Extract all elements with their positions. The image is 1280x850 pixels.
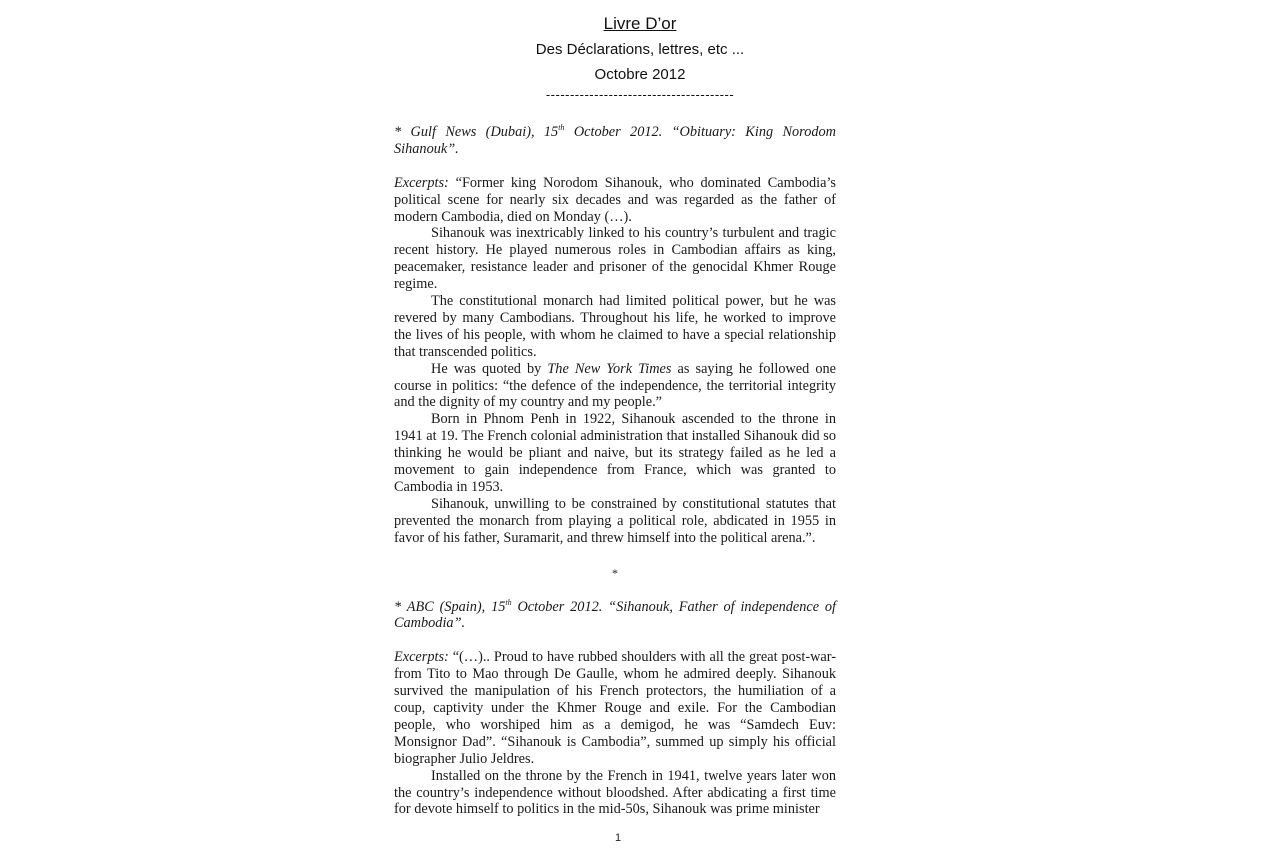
p4-pre: He was quoted by [431, 360, 548, 377]
section-separator: * [612, 565, 618, 580]
article-1-ref-source: * Gulf News (Dubai), 15 [394, 124, 559, 140]
article-2-ref-source: * ABC (Spain), 15 [394, 598, 506, 615]
article-2-paragraph-1: “(…).. Proud to have rubbed shoulders with all the great post-war-from Tito to Mao through De Gaulle, whom he admired deeply. Sihanouk survived the manipulation of his French protectors, the humiliation of a coup, captivity under the Khmer Rouge and exile. For the Cambodian people, who worshiped him as a demigod, he was “Samdech Euv: Monsignor Dad”. “Sihanouk is Cambodia”, summed up simply his official biographer Julio Jeldres. [394, 649, 836, 767]
article-1-ref-sup: th [558, 123, 565, 133]
page-date: Octobre 2012 [594, 66, 686, 83]
article-2-excerpt [394, 649, 836, 767]
article-1-paragraph-2: Sihanouk was inextricably linked to his country’s turbulent and tragic recent history. He played numerous roles in Cambodian affairs as king, peacemaker, resistance leader and prisoner of the genocidal Khmer Rouge regime. [394, 225, 836, 293]
header-rule: --------------------------------------- [545, 87, 735, 102]
article-1-paragraph-1: “Former king Norodom Sihanouk, who dominated Cambodia’s political scene for nearly six decades and was regarded as the father of modern Cambodia, died on Monday (…). [394, 174, 836, 225]
p4-post: as saying he followed one course in politics: “the defence of the independence, the territorial integrity and the dignity of my country and my people.” [394, 360, 836, 411]
excerpt-label: Excerpts: [394, 649, 449, 666]
page-subtitle: Des Déclarations, lettres, etc ... [535, 41, 745, 58]
article-1-paragraph-3: The constitutional monarch had limited political power, but he was revered by many Cambodians. Throughout his life, he worked to improve the lives of his people, with whom he claimed to have a special relationship that transcended politics. [394, 293, 836, 360]
article-2-ref-sup: th [505, 597, 512, 607]
article-1-ref-title: October 2012. “Obituary: King Norodom Sihanouk”. [394, 124, 836, 157]
article-2-paragraph-2: Installed on the throne by the French in 1941, twelve years later won the country’s independence without bloodshed. After abdicating a first time for devote himself to politics in the mid-50s, Sihanouk was prime minister [394, 767, 836, 818]
article-1-excerpt [394, 175, 836, 226]
excerpt-label: Excerpts: [394, 174, 449, 191]
article-1-paragraph-4 [394, 361, 836, 412]
p4-publication: The New York Times [547, 360, 672, 377]
article-2-ref-title: October 2012. “Sihanouk, Father of independence of Cambodia”. [394, 598, 837, 632]
page-number: 1 [614, 832, 622, 844]
article-2-reference [394, 599, 836, 633]
article-1-paragraph-6: Sihanouk, unwilling to be constrained by constitutional statutes that prevented the monarch from playing a political role, abdicated in 1955 in favor of his father, Suramarit, and threw himself into the political arena.”. [394, 495, 836, 546]
article-1-reference [394, 124, 836, 158]
document-body [394, 124, 836, 818]
page-title: Livre D’or [603, 14, 677, 33]
article-1-paragraph-5: Born in Phnom Penh in 1922, Sihanouk ascended to the throne in 1941 at 19. The French colonial administration that installed Sihanouk did so thinking he would be pliant and naive, but its strategy failed as he led a movement to gain independence from France, which was granted to Cambodia in 1953. [394, 411, 836, 496]
